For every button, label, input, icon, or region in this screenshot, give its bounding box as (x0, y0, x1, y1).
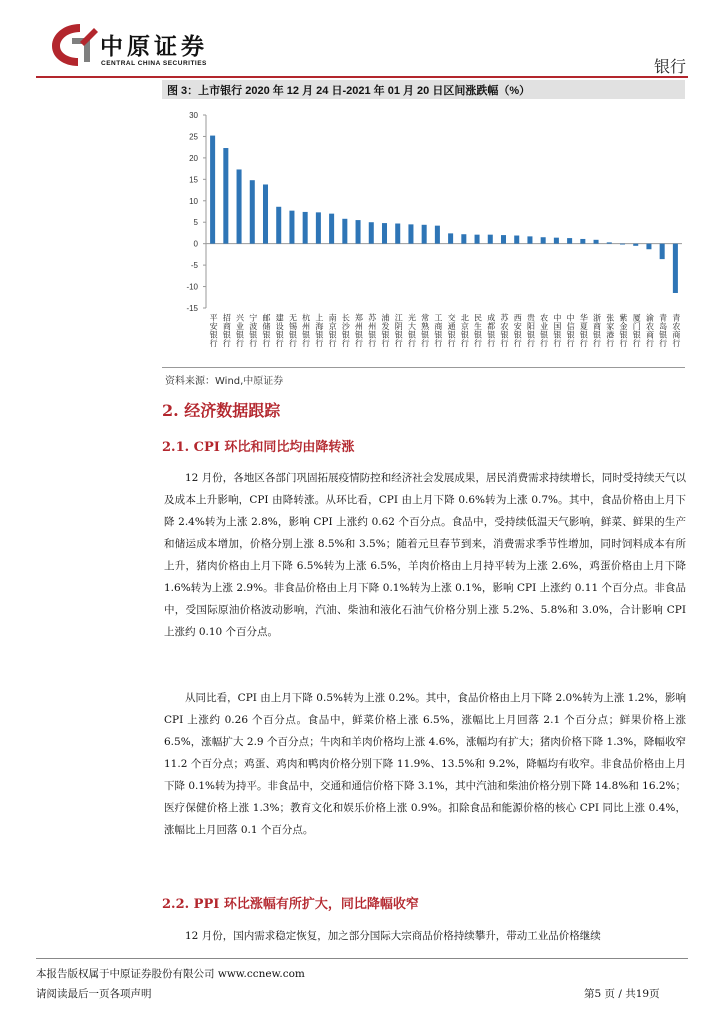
x-tick-label: 华夏银行 (579, 313, 588, 348)
y-tick-label: 25 (189, 132, 198, 142)
x-tick-label: 杭州银行 (302, 313, 311, 348)
section-tag: 银行 (653, 57, 686, 76)
x-tick-label: 青岛银行 (659, 313, 668, 348)
x-tick-label: 贵阳银行 (526, 313, 535, 348)
footer-disclaimer-note: 请阅读最后一页各项声明 (36, 988, 152, 1000)
bar-21 (488, 235, 493, 244)
footer-divider (36, 958, 688, 959)
bar-25 (541, 237, 546, 243)
x-tick-label: 南京银行 (328, 313, 337, 348)
y-tick-label: -5 (190, 261, 198, 271)
bar-14 (395, 224, 400, 244)
x-tick-label: 北京银行 (460, 313, 469, 348)
brand-name-en: CENTRAL CHINA SECURITIES (101, 60, 207, 67)
bar-34 (660, 244, 665, 259)
bar-32 (633, 244, 638, 246)
x-tick-label: 工商银行 (434, 313, 443, 348)
x-tick-label: 常熟银行 (421, 313, 430, 348)
bar-31 (620, 244, 625, 245)
x-tick-label: 青农商行 (672, 313, 681, 348)
y-tick-label: 5 (193, 218, 198, 228)
x-tick-label: 上海银行 (315, 313, 324, 348)
x-tick-label: 厦门银行 (632, 313, 641, 348)
x-tick-label: 渝农商行 (645, 313, 654, 348)
x-tick-label: 苏州银行 (368, 313, 377, 348)
chart-bottom-divider (162, 367, 685, 368)
y-tick-label: 30 (189, 111, 198, 120)
bar-3 (250, 180, 255, 243)
page-number: 第5 页 / 共19页 (584, 988, 660, 1000)
footer-copyright: 本报告版权属于中原证券股份有限公司 www.ccnew.com (36, 968, 305, 980)
bar-11 (356, 220, 361, 244)
x-tick-label: 光大银行 (407, 313, 416, 348)
bar-7 (303, 212, 308, 244)
bar-33 (646, 244, 651, 250)
bar-8 (316, 212, 321, 243)
bar-27 (567, 238, 572, 244)
bar-28 (580, 239, 585, 244)
bar-29 (594, 240, 599, 244)
x-tick-label: 无锡银行 (288, 313, 297, 348)
section-2-2-heading: 2.2. PPI 环比涨幅有所扩大，同比降幅收窄 (162, 897, 419, 912)
x-tick-label: 成都银行 (487, 313, 496, 348)
section-2-1-heading: 2.1. CPI 环比和同比均由降转涨 (162, 440, 355, 455)
y-tick-label: -10 (186, 282, 198, 292)
bar-9 (329, 214, 334, 244)
bar-1 (223, 148, 228, 244)
section-2-2-paragraph-1: 12 月份，国内需求稳定恢复，加之部分国际大宗商品价格持续攀升，带动工业品价格继续 (185, 930, 601, 942)
bar-2 (237, 169, 242, 243)
x-tick-label: 西安银行 (513, 313, 522, 348)
bank-returns-bar-chart (162, 102, 685, 366)
bar-5 (276, 207, 281, 244)
bar-6 (289, 211, 294, 244)
x-tick-label: 农业银行 (540, 313, 549, 348)
x-tick-label: 紫金银行 (619, 313, 628, 348)
bar-22 (501, 235, 506, 244)
x-tick-label: 民生银行 (474, 313, 483, 348)
y-tick-label: 15 (189, 175, 198, 185)
page-header (0, 0, 724, 80)
bar-23 (514, 236, 519, 244)
x-tick-label: 平安银行 (209, 313, 218, 348)
bar-12 (369, 222, 374, 243)
bar-0 (210, 136, 215, 244)
bar-19 (461, 234, 466, 243)
bar-4 (263, 184, 268, 243)
bar-16 (422, 225, 427, 244)
bar-24 (527, 236, 532, 243)
bar-10 (342, 219, 347, 244)
x-tick-label: 中信银行 (566, 313, 575, 348)
x-tick-label: 邮储银行 (262, 313, 271, 348)
y-tick-label: 10 (189, 196, 198, 206)
x-tick-label: 宁波银行 (249, 313, 258, 348)
figure-source: 资料来源：Wind,中原证券 (165, 376, 284, 387)
bar-20 (475, 235, 480, 244)
x-tick-label: 交通银行 (447, 313, 456, 348)
y-tick-label: 20 (189, 153, 198, 163)
x-tick-label: 浦发银行 (381, 313, 390, 348)
x-tick-label: 招商银行 (222, 313, 231, 348)
section-2-1-paragraph-1: 12 月份，各地区各部门巩固拓展疫情防控和经济社会发展成果，居民消费需求持续增长，同时受持续天气以及成本上升影响，CPI 由降转涨。从环比看，CPI 由上月下降 0.6%转为上涨 0.7%。其中，食品价格由上月下降 2.4%转为上涨 2.8%，影响 CPI 上涨约 0.62 个百分点。食品中，受持续低温天气影响，鲜菜、鲜果的生产和储运成本增加，价格分别上涨 8.5%和 3.5%；随着元旦春节到来，消费需求季节性增加，同时饲料成本有所上升，猪肉价格由上月下降 6.5%转为上涨 6.5%，羊肉价格由上月持平转为上涨 2.6%，鸡蛋价格由上月下降 1.6%转为上涨 2.9%。非食品价格由上月下降 0.1%转为上涨 0.1%，影响 CPI 上涨约 0.11 个百分点。非食品中，受国际原油价格波动影响，汽油、柴油和液化石油气价格分别上涨 5.2%、5.8%和 3.0%，合计影响 CPI 上涨约 0.10 个百分点。 (164, 472, 686, 638)
bar-26 (554, 238, 559, 244)
bar-30 (607, 242, 612, 243)
x-tick-label: 郑州银行 (355, 313, 364, 348)
x-tick-label: 张家港行 (606, 313, 615, 348)
section-2-heading: 2. 经济数据跟踪 (162, 401, 281, 420)
brand-name-cn: 中原证券 (100, 33, 208, 60)
bar-17 (435, 226, 440, 244)
y-tick-label: -15 (186, 304, 198, 313)
x-tick-label: 浙商银行 (593, 313, 602, 348)
x-tick-label: 长沙银行 (341, 313, 350, 348)
bar-13 (382, 223, 387, 244)
x-tick-label: 中国银行 (553, 313, 562, 348)
bar-18 (448, 233, 453, 243)
x-tick-label: 兴业银行 (236, 313, 245, 348)
figure-title: 图 3：上市银行 2020 年 12 月 24 日-2021 年 01 月 20 日区间涨跌幅（%） (167, 85, 531, 97)
x-tick-label: 江阴银行 (394, 313, 403, 348)
section-2-1-paragraph-2: 从同比看，CPI 由上月下降 0.5%转为上涨 0.2%。其中，食品价格由上月下降 2.0%转为上涨 1.2%，影响 CPI 上涨约 0.26 个百分点。食品中，鲜菜价格上涨 6.5%，涨幅比上月回落 2.1 个百分点；鲜果价格上涨 6.5%，涨幅扩大 2.9 个百分点；牛肉和羊肉价格均上涨 4.6%，涨幅均有扩大；猪肉价格下降 1.3%，降幅收窄 11.2 个百分点；鸡蛋、鸡肉和鸭肉价格分别下降 11.9%、13.5%和 9.2%，降幅均有收窄。非食品价格由上月下降 0.1%转为持平。非食品中，交通和通信价格下降 3.1%，其中汽油和柴油价格分别下降 14.8%和 16.2%；医疗保健价格上涨 1.3%；教育文化和娱乐价格上涨 0.9%。扣除食品和能源价格的核心 CPI 同比上涨 0.4%，涨幅比上月回落 0.1 个百分点。 (164, 692, 686, 836)
x-tick-label: 苏农银行 (500, 313, 509, 348)
y-tick-label: 0 (193, 239, 198, 249)
bar-35 (673, 244, 678, 293)
bar-15 (408, 224, 413, 243)
x-tick-label: 建设银行 (275, 313, 284, 348)
header-divider (36, 76, 688, 78)
